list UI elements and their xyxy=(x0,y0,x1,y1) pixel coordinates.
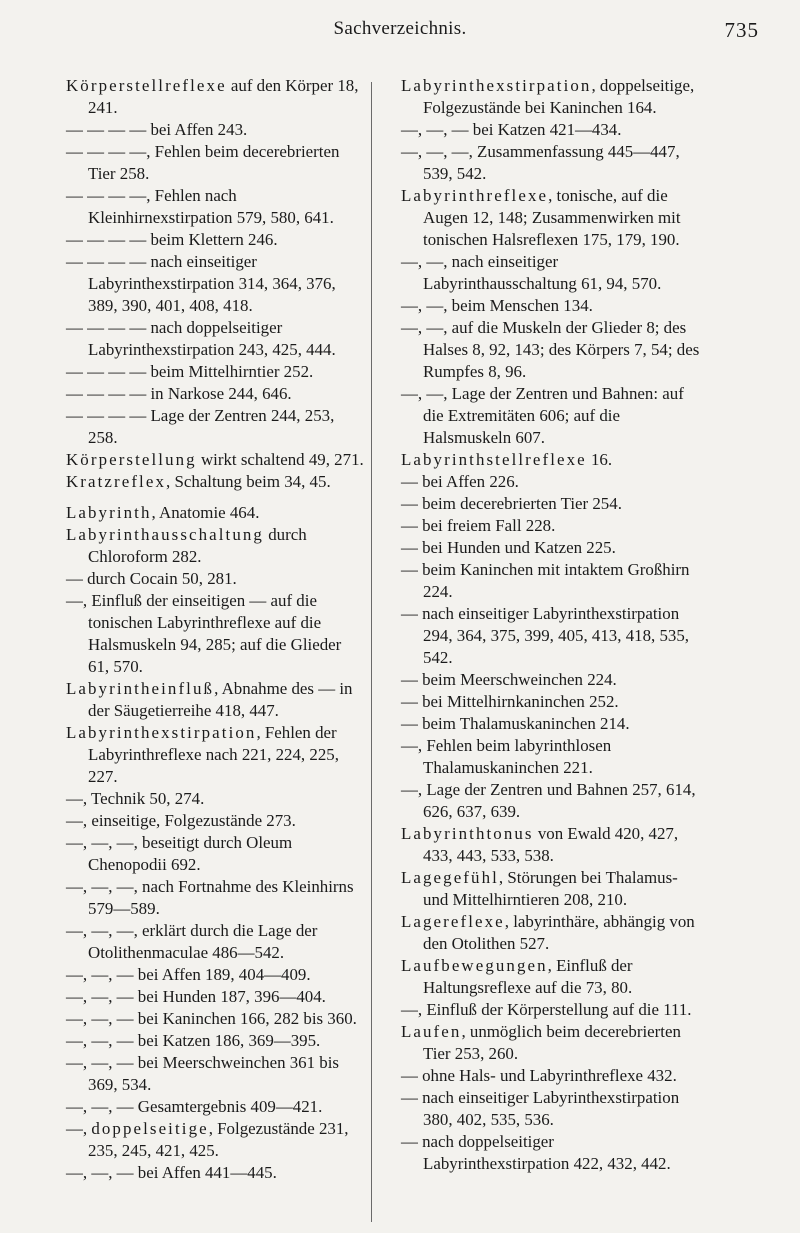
index-entry xyxy=(401,911,701,955)
index-entry xyxy=(66,317,366,361)
index-text: —, Fehlen beim labyrinthlosen Thalamuskaninchen 221. xyxy=(401,736,612,777)
index-entry xyxy=(66,722,366,788)
index-keyword: Labyrinthreflexe xyxy=(401,186,549,205)
index-text: — nach einseitiger Labyrinthexstirpation 294, 364, 375, 399, 405, 413, 418, 535, 542. xyxy=(401,604,690,667)
index-text: —, —, —, erklärt durch die Lage der Otolithenmaculae 486—542. xyxy=(66,921,318,962)
index-entry xyxy=(66,568,366,590)
index-text: — — — — Lage der Zentren 244, 253, 258. xyxy=(66,406,335,447)
index-text: — nach einseitiger Labyrinthexstirpation 380, 402, 535, 536. xyxy=(401,1088,680,1129)
index-text: —, —, — bei Affen 189, 404—409. xyxy=(66,965,311,984)
index-text: — beim Kaninchen mit intaktem Großhirn 224. xyxy=(401,560,690,601)
index-entry xyxy=(401,185,701,251)
index-text: —, —, —, Zusammenfassung 445—447, 539, 542. xyxy=(401,142,680,183)
index-entry xyxy=(401,471,701,493)
index-text: wirkt schaltend 49, 271. xyxy=(196,450,364,469)
index-entry xyxy=(66,405,366,449)
index-entry xyxy=(401,603,701,669)
index-text: —, doppelseitige, Folgezustände 231, 235, 245, 421, 425. xyxy=(66,1119,349,1160)
index-entry xyxy=(66,1118,366,1162)
index-keyword: Körperstellreflexe xyxy=(66,76,227,95)
index-text: —, —, — Gesamtergebnis 409—421. xyxy=(66,1097,323,1116)
index-text: — bei Hunden und Katzen 225. xyxy=(401,538,616,557)
index-text: , Schaltung beim 34, 45. xyxy=(166,472,331,491)
index-entry xyxy=(66,361,366,383)
index-entry xyxy=(66,502,366,524)
index-text: — beim Meerschweinchen 224. xyxy=(401,670,617,689)
index-text: —, Lage der Zentren und Bahnen 257, 614, 626, 637, 639. xyxy=(401,780,696,821)
index-entry xyxy=(401,1065,701,1087)
index-entry xyxy=(66,251,366,317)
index-text: , Einfluß der Haltungsreflexe auf die 73, 80. xyxy=(423,956,633,997)
index-keyword: Laufbewegungen xyxy=(401,956,548,975)
index-text: —, —, — bei Katzen 421—434. xyxy=(401,120,622,139)
index-text: 16. xyxy=(586,450,613,469)
index-text: von Ewald 420, 427, 433, 443, 533, 538. xyxy=(423,824,679,865)
index-entry xyxy=(66,1008,366,1030)
index-text: — bei freiem Fall 228. xyxy=(401,516,556,535)
index-entry xyxy=(401,779,701,823)
index-text: — — — —, Fehlen beim decerebrierten Tier 258. xyxy=(66,142,340,183)
index-keyword: Lagereflexe xyxy=(401,912,505,931)
index-entry xyxy=(66,449,366,471)
index-entry xyxy=(66,1096,366,1118)
index-text: —, —, —, nach Fortnahme des Kleinhirns 579—589. xyxy=(66,877,354,918)
index-text: — ohne Hals- und Labyrinthreflexe 432. xyxy=(401,1066,677,1085)
index-entry xyxy=(66,788,366,810)
index-entry xyxy=(66,383,366,405)
column-divider xyxy=(371,82,372,1222)
index-text: — — — — in Narkose 244, 646. xyxy=(66,384,292,403)
index-keyword: Labyrinthstellreflexe xyxy=(401,450,587,469)
index-entry xyxy=(66,986,366,1008)
index-column-left xyxy=(66,75,366,1184)
index-text: —, —, — bei Affen 441—445. xyxy=(66,1163,277,1182)
index-entry xyxy=(66,810,366,832)
index-text: — — — —, Fehlen nach Kleinhirnexstirpation 579, 580, 641. xyxy=(66,186,334,227)
index-entry xyxy=(401,823,701,867)
index-entry xyxy=(401,317,701,383)
index-entry xyxy=(66,471,366,493)
index-keyword: Labyrinthausschaltung xyxy=(66,525,264,544)
index-entry xyxy=(401,1131,701,1175)
index-entry xyxy=(401,251,701,295)
index-text: — bei Affen 226. xyxy=(401,472,519,491)
index-entry xyxy=(401,515,701,537)
index-keyword: Labyrinth xyxy=(66,503,152,522)
running-title: Sachverzeichnis. xyxy=(333,18,467,39)
index-keyword: Labyrinthexstirpation xyxy=(401,76,592,95)
index-text: —, —, — bei Hunden 187, 396—404. xyxy=(66,987,326,1006)
index-keyword: Laufen xyxy=(401,1022,462,1041)
index-entry xyxy=(66,119,366,141)
index-entry xyxy=(401,735,701,779)
index-text: —, —, beim Menschen 134. xyxy=(401,296,593,315)
index-entry xyxy=(401,119,701,141)
index-text: , Störungen bei Thalamus- und Mittelhirntieren 208, 210. xyxy=(423,868,678,909)
index-text: , Fehlen der Labyrinthreflexe nach 221, 224, 225, 227. xyxy=(88,723,339,786)
index-keyword: Labyrinthtonus xyxy=(401,824,534,843)
index-keyword: Labyrintheinfluß xyxy=(66,679,215,698)
index-text: — — — — nach einseitiger Labyrinthexstirpation 314, 364, 376, 389, 390, 401, 408, 418. xyxy=(66,252,336,315)
index-entry xyxy=(401,1087,701,1131)
index-text: —, —, — bei Kaninchen 166, 282 bis 360. xyxy=(66,1009,357,1028)
index-entry xyxy=(401,449,701,471)
index-text: — durch Cocain 50, 281. xyxy=(66,569,237,588)
index-keyword: Körperstellung xyxy=(66,450,197,469)
index-text: , Abnahme des — in der Säugetierreihe 418, 447. xyxy=(88,679,353,720)
index-text: , labyrinthäre, abhängig von den Otolithen 527. xyxy=(423,912,695,953)
index-text: — — — — beim Klettern 246. xyxy=(66,230,278,249)
index-entry xyxy=(401,493,701,515)
index-entry xyxy=(66,141,366,185)
index-keyword: doppelseitige xyxy=(91,1119,209,1138)
index-entry xyxy=(66,678,366,722)
index-column-right xyxy=(401,75,701,1175)
page-number: 735 xyxy=(724,18,759,42)
page-header xyxy=(0,18,800,58)
index-entry xyxy=(401,559,701,603)
index-text: —, —, — bei Katzen 186, 369—395. xyxy=(66,1031,321,1050)
index-entry xyxy=(66,876,366,920)
index-text: durch Chloroform 282. xyxy=(88,525,307,566)
index-text: , Anatomie 464. xyxy=(151,503,260,522)
index-text: , doppelseitige, Folgezustände bei Kaninchen 164. xyxy=(423,76,695,117)
index-entry xyxy=(401,669,701,691)
index-text: — — — — nach doppelseitiger Labyrinthexstirpation 243, 425, 444. xyxy=(66,318,336,359)
index-entry xyxy=(66,1052,366,1096)
index-text: —, —, Lage der Zentren und Bahnen: auf die Extremitäten 606; auf die Halsmuskeln 607. xyxy=(401,384,684,447)
index-entry xyxy=(401,691,701,713)
index-keyword: Labyrinthexstirpation xyxy=(66,723,257,742)
index-entry xyxy=(66,590,366,678)
index-text: —, einseitige, Folgezustände 273. xyxy=(66,811,296,830)
index-text: — — — — bei Affen 243. xyxy=(66,120,248,139)
index-text: —, —, auf die Muskeln der Glieder 8; des Halses 8, 92, 143; des Körpers 7, 54; des Rumpfes 8, 96. xyxy=(401,318,700,381)
index-text: — — — — beim Mittelhirntier 252. xyxy=(66,362,314,381)
index-entry xyxy=(401,141,701,185)
index-text: — bei Mittelhirnkaninchen 252. xyxy=(401,692,619,711)
index-entry xyxy=(66,229,366,251)
index-entry xyxy=(66,920,366,964)
index-entry xyxy=(66,1030,366,1052)
index-entry xyxy=(401,867,701,911)
index-entry xyxy=(66,75,366,119)
index-entry xyxy=(66,185,366,229)
index-text: , unmöglich beim decerebrierten Tier 253, 260. xyxy=(423,1022,681,1063)
index-entry xyxy=(401,999,701,1021)
index-entry xyxy=(66,1162,366,1184)
index-text: , tonische, auf die Augen 12, 148; Zusammenwirken mit tonischen Halsreflexen 175, 179, 190. xyxy=(423,186,681,249)
index-text: —, —, —, beseitigt durch Oleum Chenopodii 692. xyxy=(66,833,293,874)
index-entry xyxy=(401,75,701,119)
index-text: —, —, nach einseitiger Labyrinthausschaltung 61, 94, 570. xyxy=(401,252,662,293)
index-text: — beim Thalamuskaninchen 214. xyxy=(401,714,630,733)
index-entry xyxy=(401,295,701,317)
index-keyword: Lagegefühl xyxy=(401,868,499,887)
index-entry xyxy=(401,537,701,559)
index-text: auf den Körper 18, 241. xyxy=(88,76,359,117)
index-entry xyxy=(66,524,366,568)
index-text: — nach doppelseitiger Labyrinthexstirpation 422, 432, 442. xyxy=(401,1132,671,1173)
index-keyword: Kratzreflex xyxy=(66,472,166,491)
index-entry xyxy=(401,1021,701,1065)
index-entry xyxy=(401,713,701,735)
index-text: —, Einfluß der einseitigen — auf die tonischen Labyrinthreflexe auf die Halsmuskeln 94, 285; auf die Glieder 61, 570. xyxy=(66,591,342,676)
index-text: — beim decerebrierten Tier 254. xyxy=(401,494,622,513)
index-text: —, —, — bei Meerschweinchen 361 bis 369, 534. xyxy=(66,1053,340,1094)
index-text: —, Einfluß der Körperstellung auf die 111. xyxy=(401,1000,692,1019)
index-entry xyxy=(66,832,366,876)
index-entry xyxy=(66,964,366,986)
index-entry xyxy=(401,955,701,999)
index-text: —, Technik 50, 274. xyxy=(66,789,205,808)
index-entry xyxy=(401,383,701,449)
